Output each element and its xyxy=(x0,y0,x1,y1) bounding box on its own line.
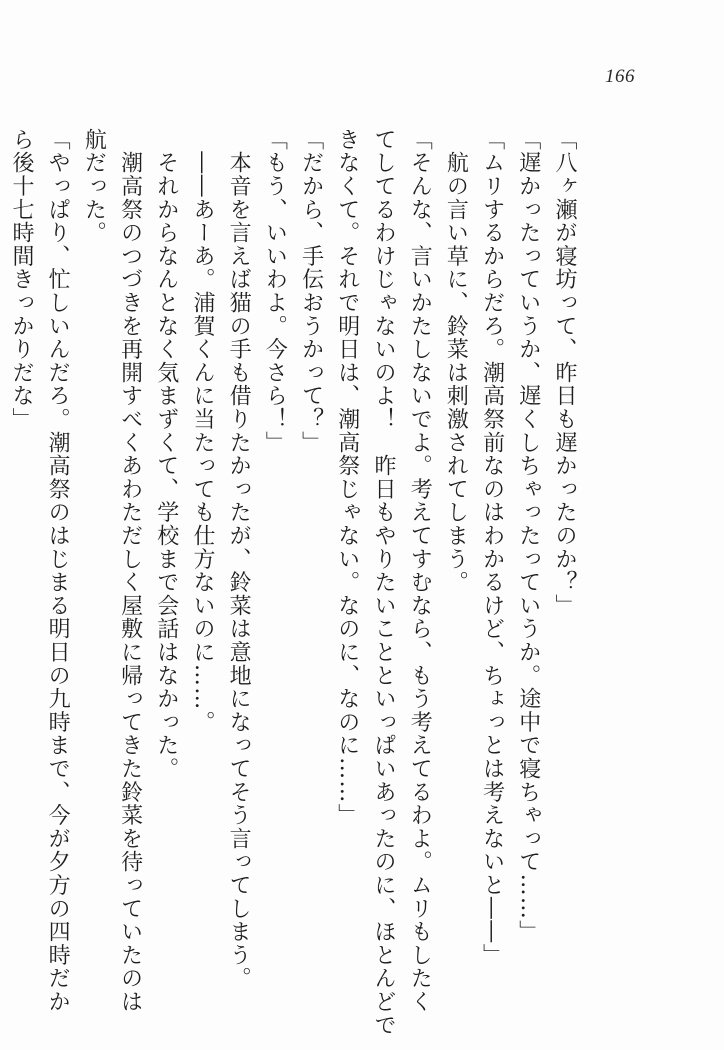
page-number: 166 xyxy=(605,66,635,87)
text-line: 「そんな、言いかたしないでよ。考えてすむなら、もう考えてるわよ。ムリもしたく xyxy=(407,128,433,1014)
text-line: きなくて。それで明日は、潮高祭じゃない。なのに、なのに……」 xyxy=(334,128,360,827)
text-line xyxy=(0,128,3,1028)
vertical-text-body xyxy=(0,128,582,1037)
text-line: てしてるわけじゃないのよ！ 昨日もやりたいことといっぱいあったのに、ほとんどで xyxy=(370,128,396,1037)
text-line: 航だった。 xyxy=(81,128,107,245)
text-line: 「だから、手伝おうかって？」 xyxy=(298,128,324,455)
text-line: 「ムリするからだろ。潮高祭前なのはわかるけど、ちょっとは考えないと――」 xyxy=(479,128,505,967)
text-line: ら後十七時間きっかりだな」 xyxy=(8,128,34,431)
text-line: 潮高祭のつづきを再開すべくあわただしく屋敷に帰ってきた鈴菜を待っていたのは xyxy=(117,128,143,1014)
text-line: 航の言い草に、鈴菜は刺激されてしまう。 xyxy=(443,128,469,594)
text-line: 「八ヶ瀬が寝坊って、昨日も遅かったのか？」 xyxy=(552,128,577,618)
text-line: 「やっぱり、忙しいんだろ。潮高祭のはじまる明日の九時まで、今が夕方の四時だか xyxy=(45,128,71,1014)
text-line: 「もう、いいわよ。今さら！」 xyxy=(262,128,288,455)
text-line: 本音を言えば猫の手も借りたかったが、鈴菜は意地になってそう言ってしまう。 xyxy=(226,128,252,991)
text-line: ――あーあ。浦賀くんに当たっても仕方ないのに……。 xyxy=(189,128,215,734)
text-line: それからなんとなく気まずくて、学校まで会話はなかった。 xyxy=(153,128,179,781)
text-line: 「遅かったっていうか、遅くしちゃったっていうか。途中で寝ちゃって……」 xyxy=(515,128,541,944)
